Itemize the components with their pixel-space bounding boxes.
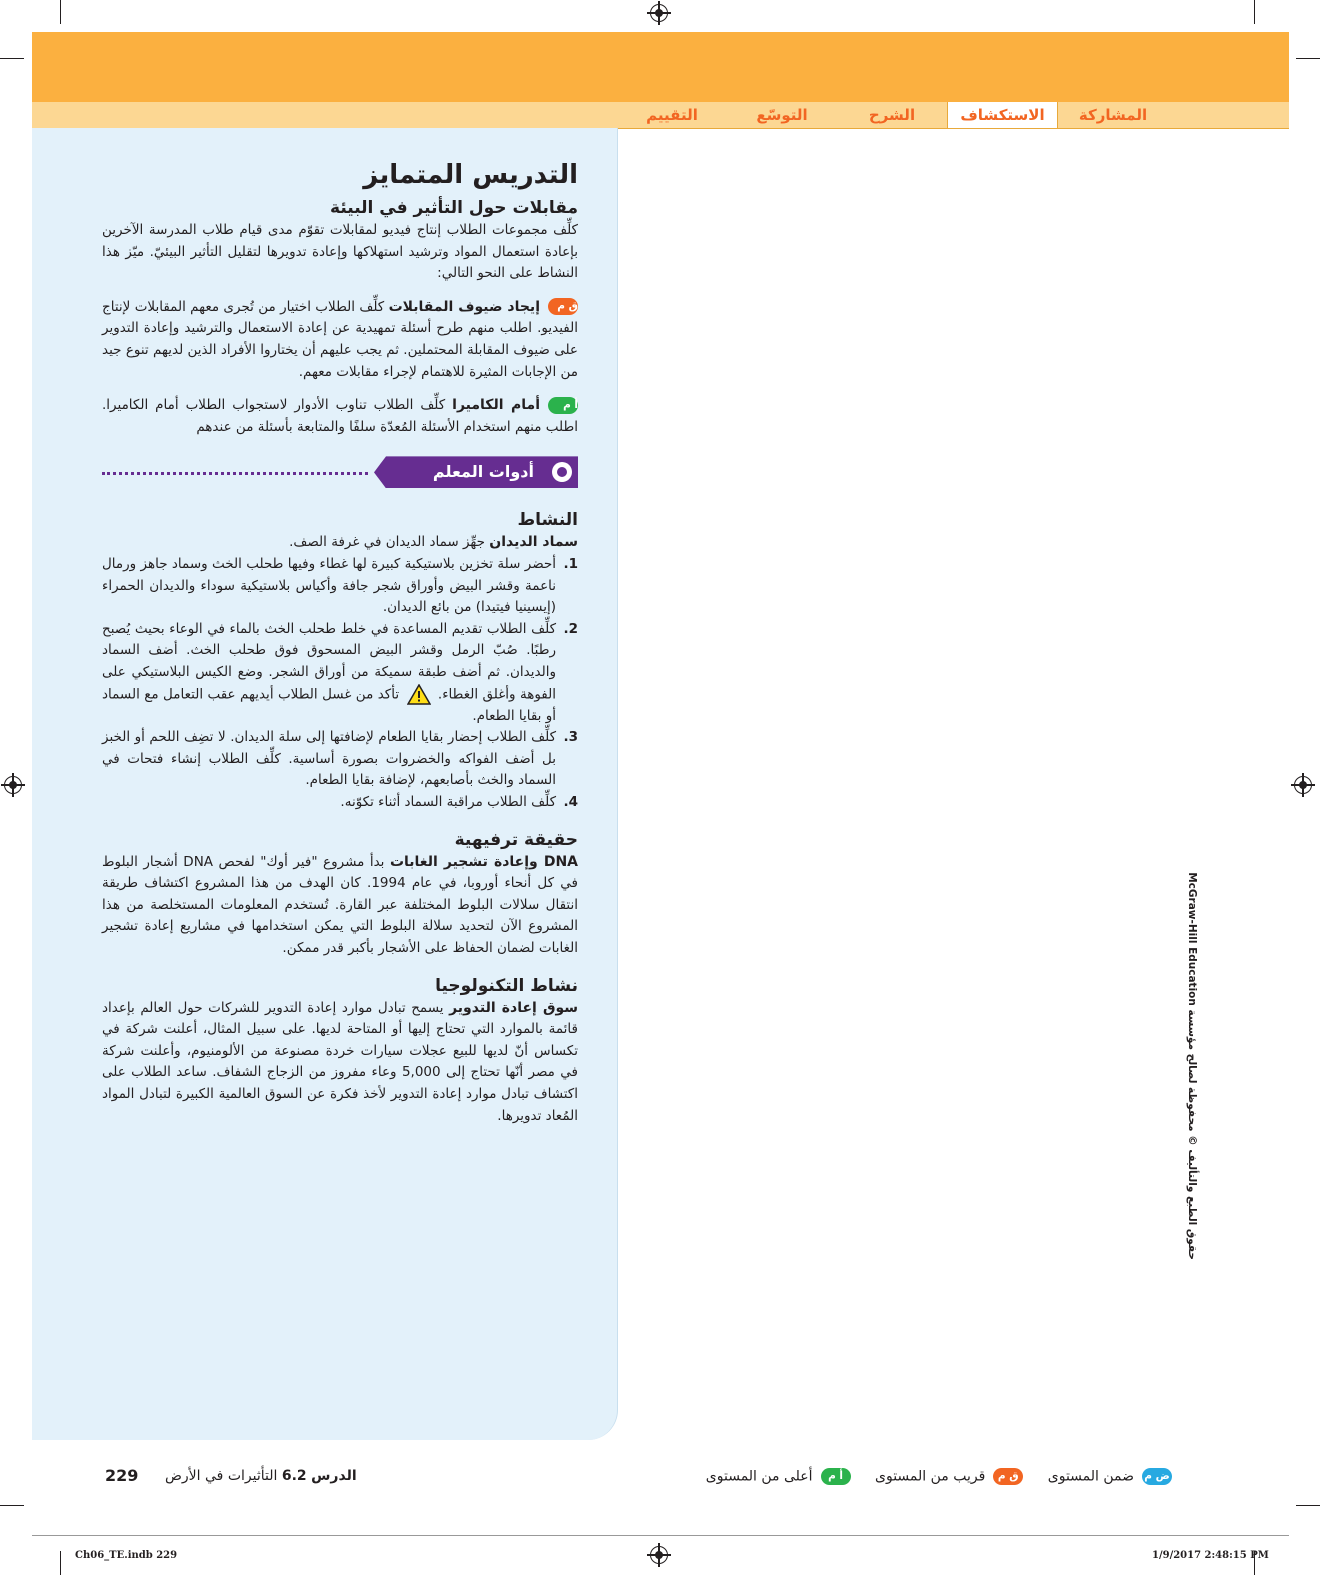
registration-mark-icon bbox=[650, 4, 668, 22]
item-text: كلِّف الطلاب اختيار من تُجرى معهم المقابلات لإنتاج الفيديو. اطلب منهم طرح أسئلة تمهيدية عن إعادة الاستعمال والترشيد وإعادة التدوير على ضيوف المقابلة المحتملين. ثم يجب عليهم أن يختاروا الأفراد الذين لديهم تنوع جيد من الإجابات المثيرة للاهتمام لإجراء مقابلات معهم. bbox=[102, 298, 578, 380]
page-title: التدريس المتمايز bbox=[363, 160, 578, 190]
legend-label: قريب من المستوى bbox=[875, 1468, 986, 1485]
tab-explore[interactable]: الاستكشاف bbox=[947, 102, 1058, 128]
crop-mark bbox=[0, 1505, 24, 1506]
item-title: إيجاد ضيوف المقابلات bbox=[388, 298, 540, 315]
step-text: كلِّف الطلاب تقديم المساعدة في خلط طحلب الخث بالماء في الوعاء بحيث يُصبح رطبًا. صُبّ الرمل وقشر البيض المسحوق فوق طحلب الخث. أضف السماد والديدان. ثم أضف طبقة سميكة من أوراق الشجر. وضع الكيس البلاستيكي على الفوهة وأغلق الغطاء. bbox=[102, 620, 556, 702]
crop-mark bbox=[1296, 58, 1320, 59]
header-banner bbox=[32, 32, 1289, 102]
item-text: كلِّف الطلاب تناوب الأدوار لاستجواب الطلاب أمام الكاميرا. اطلب منهم استخدام الأسئلة المُعدّة سلفًا والمتابعة بأسئلة من عندهم bbox=[102, 397, 578, 435]
section-heading-technology: نشاط التكنولوجيا bbox=[435, 975, 578, 996]
item-title: أمام الكاميرا bbox=[452, 397, 541, 414]
tools-label: أدوات المعلم bbox=[432, 462, 534, 482]
list-item bbox=[102, 297, 578, 383]
crop-mark bbox=[1254, 0, 1255, 24]
teacher-tools-banner bbox=[102, 456, 578, 490]
tab-elaborate[interactable]: التوسّع bbox=[756, 106, 808, 124]
tech-body: يسمح تبادل موارد إعادة التدوير للشركات حول العالم بإعداد قائمة بالموارد التي تحتاج إليها أو المتاحة لديها. على سبيل المثال، أعلنت شركة في تكساس أنّ لديها للبيع عجلات سيارات خردة مصنوعة من الألومنيوم، وأعلنت شركة في مصر أنّها تحتاج إلى 5,000 وعاء مفروز من الزجاج الشفاف. ساعد الطلاب على اكتشاف تبادل موارد إعادة التدوير لأخذ فكرة عن السوق العالمية الكبيرة لتبادل المواد المُعاد تدويرها. bbox=[102, 999, 578, 1124]
tech-text bbox=[102, 998, 578, 1128]
copyright-credit: حقوق الطبع والتأليف © محفوظة لصالح مؤسسة McGraw-Hill Education bbox=[1186, 872, 1198, 1260]
approaching-level-badge: ق م bbox=[548, 298, 578, 315]
page-number: 229 bbox=[105, 1466, 139, 1485]
step-number: 4. bbox=[563, 793, 578, 810]
lesson-label: الدرس bbox=[311, 1468, 357, 1484]
list-item bbox=[102, 727, 578, 792]
tab-engage[interactable]: المشاركة bbox=[1078, 106, 1148, 124]
step-text-safety: تأكد من غسل الطلاب أيديهم عقب التعامل مع السماد أو بقايا الطعام. bbox=[102, 686, 556, 724]
lesson-number: 6.2 bbox=[281, 1468, 307, 1484]
legend-label: أعلى من المستوى bbox=[705, 1468, 813, 1485]
section-heading-fun-fact: حقيقة ترفيهية bbox=[454, 829, 578, 850]
registration-mark-icon bbox=[650, 1546, 668, 1564]
section-heading-interviews: مقابلات حول التأثير في البيئة bbox=[330, 198, 578, 218]
legend-label: ضمن المستوى bbox=[1047, 1468, 1134, 1485]
list-item bbox=[102, 395, 578, 438]
tab-evaluate[interactable]: التقييم bbox=[646, 106, 698, 124]
on-level-badge: ض م bbox=[1142, 1468, 1172, 1485]
crop-mark bbox=[60, 0, 61, 24]
step-text: كلِّف الطلاب مراقبة السماد أثناء تكوّنه. bbox=[340, 793, 556, 810]
step-text: كلِّف الطلاب إحضار بقايا الطعام لإضافتها إلى سلة الديدان. لا تضِف اللحم أو الخبز بل أضف الفواكه والخضروات بصورة أساسية. كلِّف الطلاب إنشاء فتحات في السماد والخث بأصابعهم، لإضافة بقايا الطعام. bbox=[102, 729, 556, 789]
registration-mark-icon bbox=[4, 776, 22, 794]
slug-divider bbox=[32, 1535, 1289, 1536]
fun-fact-lead-title: DNA وإعادة تشجير الغابات bbox=[389, 853, 579, 870]
above-level-badge: أ م bbox=[821, 1468, 851, 1485]
tab-explain[interactable]: الشرح bbox=[868, 106, 916, 124]
crop-mark bbox=[1296, 1505, 1320, 1506]
list-item bbox=[102, 792, 578, 814]
registration-mark-icon bbox=[1294, 776, 1312, 794]
step-number: 1. bbox=[563, 555, 578, 572]
approaching-level-badge: ق م bbox=[993, 1468, 1023, 1485]
legend-item bbox=[706, 1468, 851, 1485]
activity-lead-text: جهِّز سماد الديدان في غرفة الصف. bbox=[289, 534, 485, 551]
dotted-divider bbox=[102, 472, 368, 475]
slug-timestamp: 1/9/2017 2:48:15 PM bbox=[1152, 1550, 1269, 1561]
fun-fact-text bbox=[102, 852, 578, 960]
above-level-badge: أ م bbox=[548, 397, 578, 414]
legend-item bbox=[1048, 1468, 1172, 1485]
tech-lead-title: سوق إعادة التدوير bbox=[449, 999, 579, 1016]
level-legend bbox=[686, 1468, 1172, 1485]
crop-mark bbox=[0, 58, 24, 59]
section-heading-activity: النشاط bbox=[517, 510, 578, 531]
activity-lead-title: سماد الديدان bbox=[489, 534, 578, 551]
activity-lead bbox=[102, 532, 578, 554]
legend-item bbox=[875, 1468, 1023, 1485]
lesson-reference bbox=[165, 1468, 357, 1484]
step-text: أحضر سلة تخزين بلاستيكية كبيرة لها غطاء وفيها طحلب الخث وسماد جاهز ورمال ناعمة وقشر البيض وأوراق شجر جافة وأكياس بلاستيكية سوداء والديدان الحمراء (إيسينيا فيتيدا) من بائع الديدان. bbox=[102, 555, 556, 616]
lesson-title: التأثيرات في الأرض bbox=[165, 1468, 278, 1484]
main-content bbox=[102, 160, 578, 1127]
crop-mark bbox=[60, 1551, 61, 1575]
list-item bbox=[102, 554, 578, 619]
step-number: 2. bbox=[563, 620, 578, 637]
warning-icon bbox=[407, 684, 431, 705]
interviews-intro: كلِّف مجموعات الطلاب إنتاج فيديو لمقابلات تقوّم مدى قيام طلاب المدرسة الآخرين بإعادة استعمال المواد وترشيد استهلاكها وإعادة تدويرها لتقليل التأثير البيئيّ. ميّز هذا النشاط على النحو التالي: bbox=[102, 222, 578, 282]
slug-file: Ch06_TE.indb 229 bbox=[75, 1550, 178, 1561]
list-item bbox=[102, 619, 578, 727]
fun-fact-body: بدأ مشروع "فير أوك" لفحص DNA أشجار البلوط في كل أنحاء أوروبا، في عام 1994. كان الهدف من هذا المشروع اكتشاف طريقة انتقال سلالات البلوط المختلفة عبر القارة. تُستخدم المعلومات المستخلصة من هذا المشروع الآن لتحديد سلالة البلوط التي يمكن استخدامها في مشاريع إعادة تشجير الغابات لضمان الحفاظ على الأشجار بأكبر قدر ممكن. bbox=[102, 853, 578, 956]
step-number: 3. bbox=[563, 729, 578, 746]
